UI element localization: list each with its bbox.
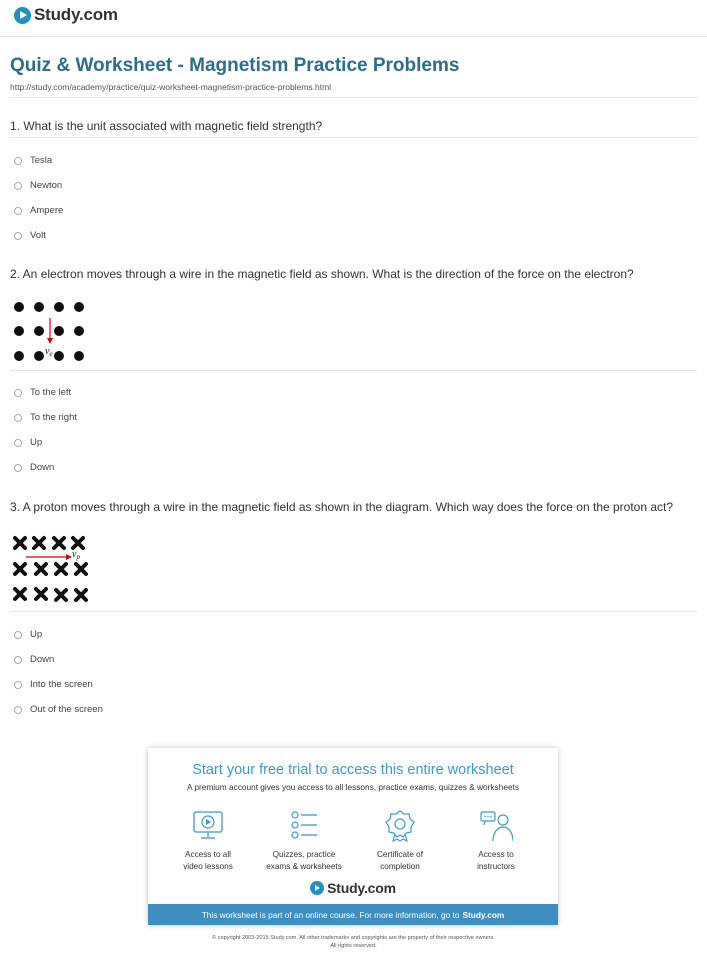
option-label: Down (30, 654, 55, 665)
promo-study-logo[interactable] (148, 880, 558, 896)
answer-option[interactable] (14, 405, 77, 430)
copyright (0, 935, 707, 950)
divider (10, 611, 697, 612)
answer-option[interactable] (14, 697, 103, 722)
logo-text: Study.com (34, 5, 118, 24)
certificate-icon (383, 810, 417, 842)
answer-option[interactable] (14, 430, 77, 455)
option-label: Ampere (30, 205, 64, 216)
radio-button[interactable] (14, 706, 22, 714)
question-2-options (14, 380, 77, 480)
option-label: To the right (30, 412, 77, 423)
feature-label: Access to instructors (477, 850, 515, 871)
divider (10, 137, 697, 138)
logo-text: Study.com (327, 880, 396, 896)
radio-button[interactable] (14, 389, 22, 397)
option-label: Into the screen (30, 679, 93, 690)
option-label: Down (30, 462, 55, 473)
play-logo-icon (14, 7, 31, 24)
copyright-line: © copyright 2003-2015 Study.com. All other trademarks and copyrights are the property of their respective owners. (212, 935, 495, 941)
question-3-options (14, 622, 103, 722)
feature-certificate (350, 810, 450, 873)
answer-option[interactable] (14, 173, 63, 198)
radio-button[interactable] (14, 681, 22, 689)
radio-button[interactable] (14, 414, 22, 422)
radio-button[interactable] (14, 182, 22, 190)
radio-button[interactable] (14, 157, 22, 165)
study-com-link[interactable]: Study.com (462, 909, 505, 920)
magnetic-field-crosses-diagram (10, 533, 96, 605)
option-label: Up (30, 629, 43, 640)
study-logo[interactable] (14, 5, 118, 25)
page-url: http://study.com/academy/practice/quiz-worksheet-magnetism-practice-problems.html (10, 82, 332, 92)
radio-button[interactable] (14, 232, 22, 240)
video-lesson-icon (191, 810, 225, 842)
feature-label: Access to all video lessons (183, 850, 233, 871)
radio-button[interactable] (14, 207, 22, 215)
header-divider (0, 36, 707, 37)
question-2: 2. An electron moves through a wire in the magnetic field as shown. What is the direction of the force on the electron? (10, 267, 634, 281)
instructor-icon (479, 810, 513, 842)
question-1-options (14, 148, 63, 248)
option-label: Out of the screen (30, 704, 103, 715)
question-3: 3. A proton moves through a wire in the magnetic field as shown in the diagram. Which way does the force on the proton act? (10, 500, 674, 514)
radio-button[interactable] (14, 656, 22, 664)
feature-label: Certificate of completion (377, 850, 423, 871)
feature-quizzes (254, 810, 354, 873)
promo-title[interactable]: Start your free trial to access this entire worksheet (192, 762, 514, 778)
answer-option[interactable] (14, 622, 103, 647)
option-label: Up (30, 437, 43, 448)
velocity-arrow-down (47, 318, 53, 344)
promo-bar-text: This worksheet is part of an online course. For more information, go to (201, 909, 460, 920)
answer-option[interactable] (14, 647, 103, 672)
answer-option[interactable] (14, 380, 77, 405)
field-into-page-crosses (15, 538, 86, 600)
magnetic-field-dots-diagram (10, 298, 90, 366)
answer-option[interactable] (14, 223, 63, 248)
question-1: 1. What is the unit associated with magnetic field strength? (10, 119, 323, 133)
feature-video-lessons (158, 810, 258, 873)
radio-button[interactable] (14, 631, 22, 639)
feature-instructors (446, 810, 546, 873)
velocity-label: $v_p$ (72, 549, 80, 561)
promo-info-bar (148, 904, 558, 925)
radio-button[interactable] (14, 439, 22, 447)
answer-option[interactable] (14, 198, 63, 223)
copyright-line: All rights reserved. (330, 942, 377, 949)
option-label: To the left (30, 387, 72, 398)
quiz-list-icon (287, 810, 321, 842)
radio-button[interactable] (14, 464, 22, 472)
divider (10, 370, 697, 371)
velocity-arrow-right (26, 554, 72, 560)
feature-label: Quizzes, practice exams & worksheets (266, 850, 342, 871)
divider (10, 97, 697, 98)
answer-option[interactable] (14, 455, 77, 480)
velocity-label: $v_e$ (45, 346, 53, 358)
answer-option[interactable] (14, 672, 103, 697)
option-label: Tesla (30, 155, 53, 166)
option-label: Newton (30, 180, 63, 191)
play-logo-icon (310, 881, 324, 895)
option-label: Volt (30, 230, 46, 241)
answer-option[interactable] (14, 148, 63, 173)
page-title: Quiz & Worksheet - Magnetism Practice Problems (10, 55, 460, 76)
promo-subtitle: A premium account gives you access to all lessons, practice exams, quizzes & worksheets (186, 782, 520, 792)
free-trial-promo (148, 748, 558, 925)
